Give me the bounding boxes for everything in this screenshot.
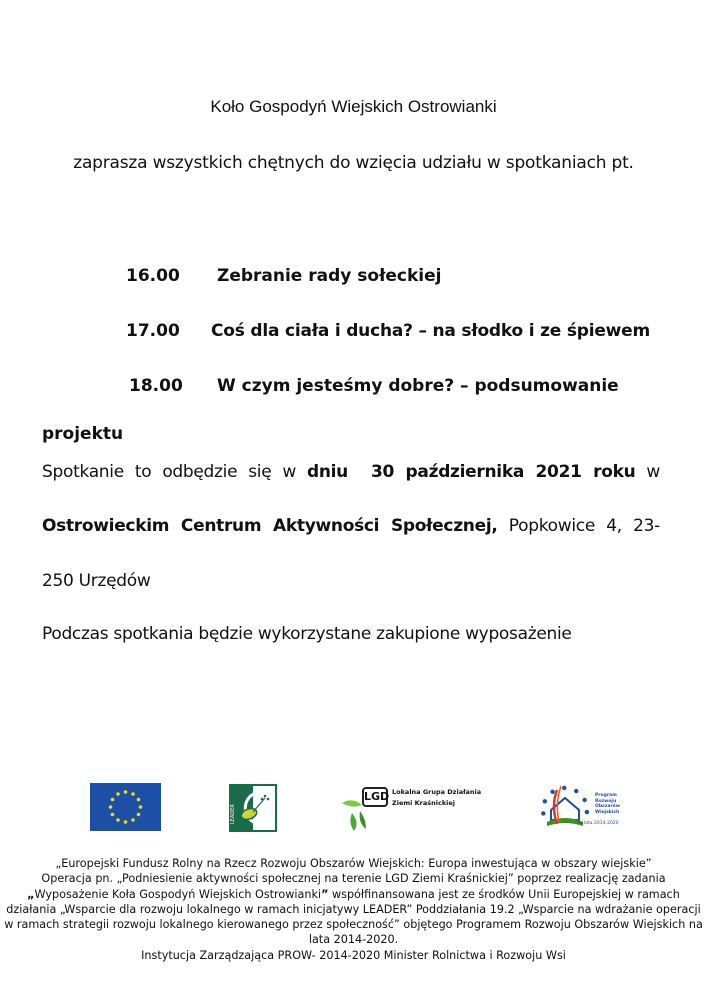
prow-line1: Program — [595, 793, 617, 798]
prow-years: na lata 2014-2020 — [577, 821, 619, 826]
meeting-venue: Ostrowieckim Centrum Aktywności Społecznej, — [42, 516, 498, 536]
prow-line2: Rozwoju — [595, 798, 617, 804]
schedule-continuation: projektu — [42, 424, 124, 444]
schedule-time: 17.00 — [126, 321, 180, 341]
eu-star — [111, 813, 115, 817]
eu-star — [109, 805, 113, 809]
prow-star — [541, 811, 545, 815]
date-suffix: w — [646, 462, 661, 482]
meeting-date-line — [42, 462, 660, 482]
eu-star — [131, 818, 135, 822]
lgd-name-line1: Lokalna Grupa Działania — [392, 788, 482, 796]
prow-logo — [537, 780, 637, 836]
footer-line: „Europejski Fundusz Rolny na Rzecz Rozwoju Obszarów Wiejskich: Europa inwestująca w obszary wiejskie” — [55, 857, 652, 870]
prow-star — [582, 798, 586, 802]
eu-flag-icon — [90, 783, 161, 831]
schedule-title: Coś dla ciała i ducha? – na słodko i ze śpiewem — [211, 321, 651, 341]
prow-star — [562, 786, 566, 790]
prow-line4: Wiejskich — [595, 809, 620, 815]
schedule-time: 16.00 — [126, 266, 180, 286]
prow-star — [550, 790, 554, 794]
equipment-note: Podczas spotkania będzie wykorzystane zakupione wyposażenie — [42, 624, 572, 644]
funding-footer — [0, 856, 707, 963]
eu-star — [131, 792, 135, 796]
venue-address: Popkowice 4, 23- — [508, 516, 660, 536]
venue-postal-code: 250 Urzędów — [42, 571, 151, 591]
eu-star — [137, 813, 141, 817]
footer-quote-open: „ — [27, 887, 35, 901]
prow-star — [574, 789, 578, 793]
eu-star — [139, 805, 143, 809]
prow-star — [585, 810, 589, 814]
date-prefix: Spotkanie to odbędzie się w — [42, 462, 296, 482]
footer-task-name: Wyposażenie Koła Gospodyń Wiejskich Ostrowianki — [34, 887, 322, 901]
lgd-name-line2: Ziemi Kraśnickiej — [392, 799, 456, 807]
footer-line: Instytucja Zarządzająca PROW- 2014-2020 Minister Rolnictwa i Rozwoju Wsi — [141, 948, 566, 962]
schedule-time: 18.00 — [129, 376, 183, 396]
footer-quote-close: ” — [321, 887, 329, 901]
footer-line3-rest: współfinansowana jest ze środków Unii Europejskiej w ramach — [328, 887, 680, 901]
eu-star — [116, 792, 120, 796]
prow-line3: Obszarów — [595, 804, 620, 809]
footer-line: Operacja pn. „Podniesienie aktywności społecznej na terenie LGD Ziemi Kraśnickiej” poprzez realizację zadania — [41, 872, 666, 886]
eu-star — [137, 798, 141, 802]
leader-logo-icon — [229, 784, 277, 832]
meeting-venue-line — [42, 516, 660, 536]
prow-emblem-icon — [537, 780, 593, 836]
eu-star — [124, 790, 128, 794]
lgd-abbrev: LGD — [362, 787, 388, 807]
schedule-title: Zebranie rady sołeckiej — [217, 266, 442, 286]
meeting-date: dniu 30 października 2021 roku — [306, 462, 636, 482]
eu-star — [124, 820, 128, 824]
schedule-title: W czym jesteśmy dobre? – podsumowanie — [217, 376, 619, 396]
footer-line: w ramach strategii rozwoju lokalnego kierowanego przez społeczność” objętego Programem Rozwoju Obszarów Wiejskich na — [4, 918, 703, 932]
lgd-logo — [340, 785, 490, 835]
svg-text:LEADER: LEADER — [230, 804, 236, 824]
eu-star — [111, 798, 115, 802]
footer-line: lata 2014-2020. — [308, 933, 399, 947]
footer-line — [0, 887, 707, 902]
prow-star — [543, 799, 547, 803]
invitation-text: zaprasza wszystkich chętnych do wzięcia udziału w spotkaniach pt. — [73, 153, 634, 173]
footer-line: działania „Wsparcie dla rozwoju lokalnego w ramach inicjatywy LEADER” Poddziałania 19.2 „Wsparcie na wdrażanie operacji — [6, 902, 701, 916]
eu-star — [116, 818, 120, 822]
organization-title: Koło Gospodyń Wiejskich Ostrowianki — [210, 97, 497, 116]
